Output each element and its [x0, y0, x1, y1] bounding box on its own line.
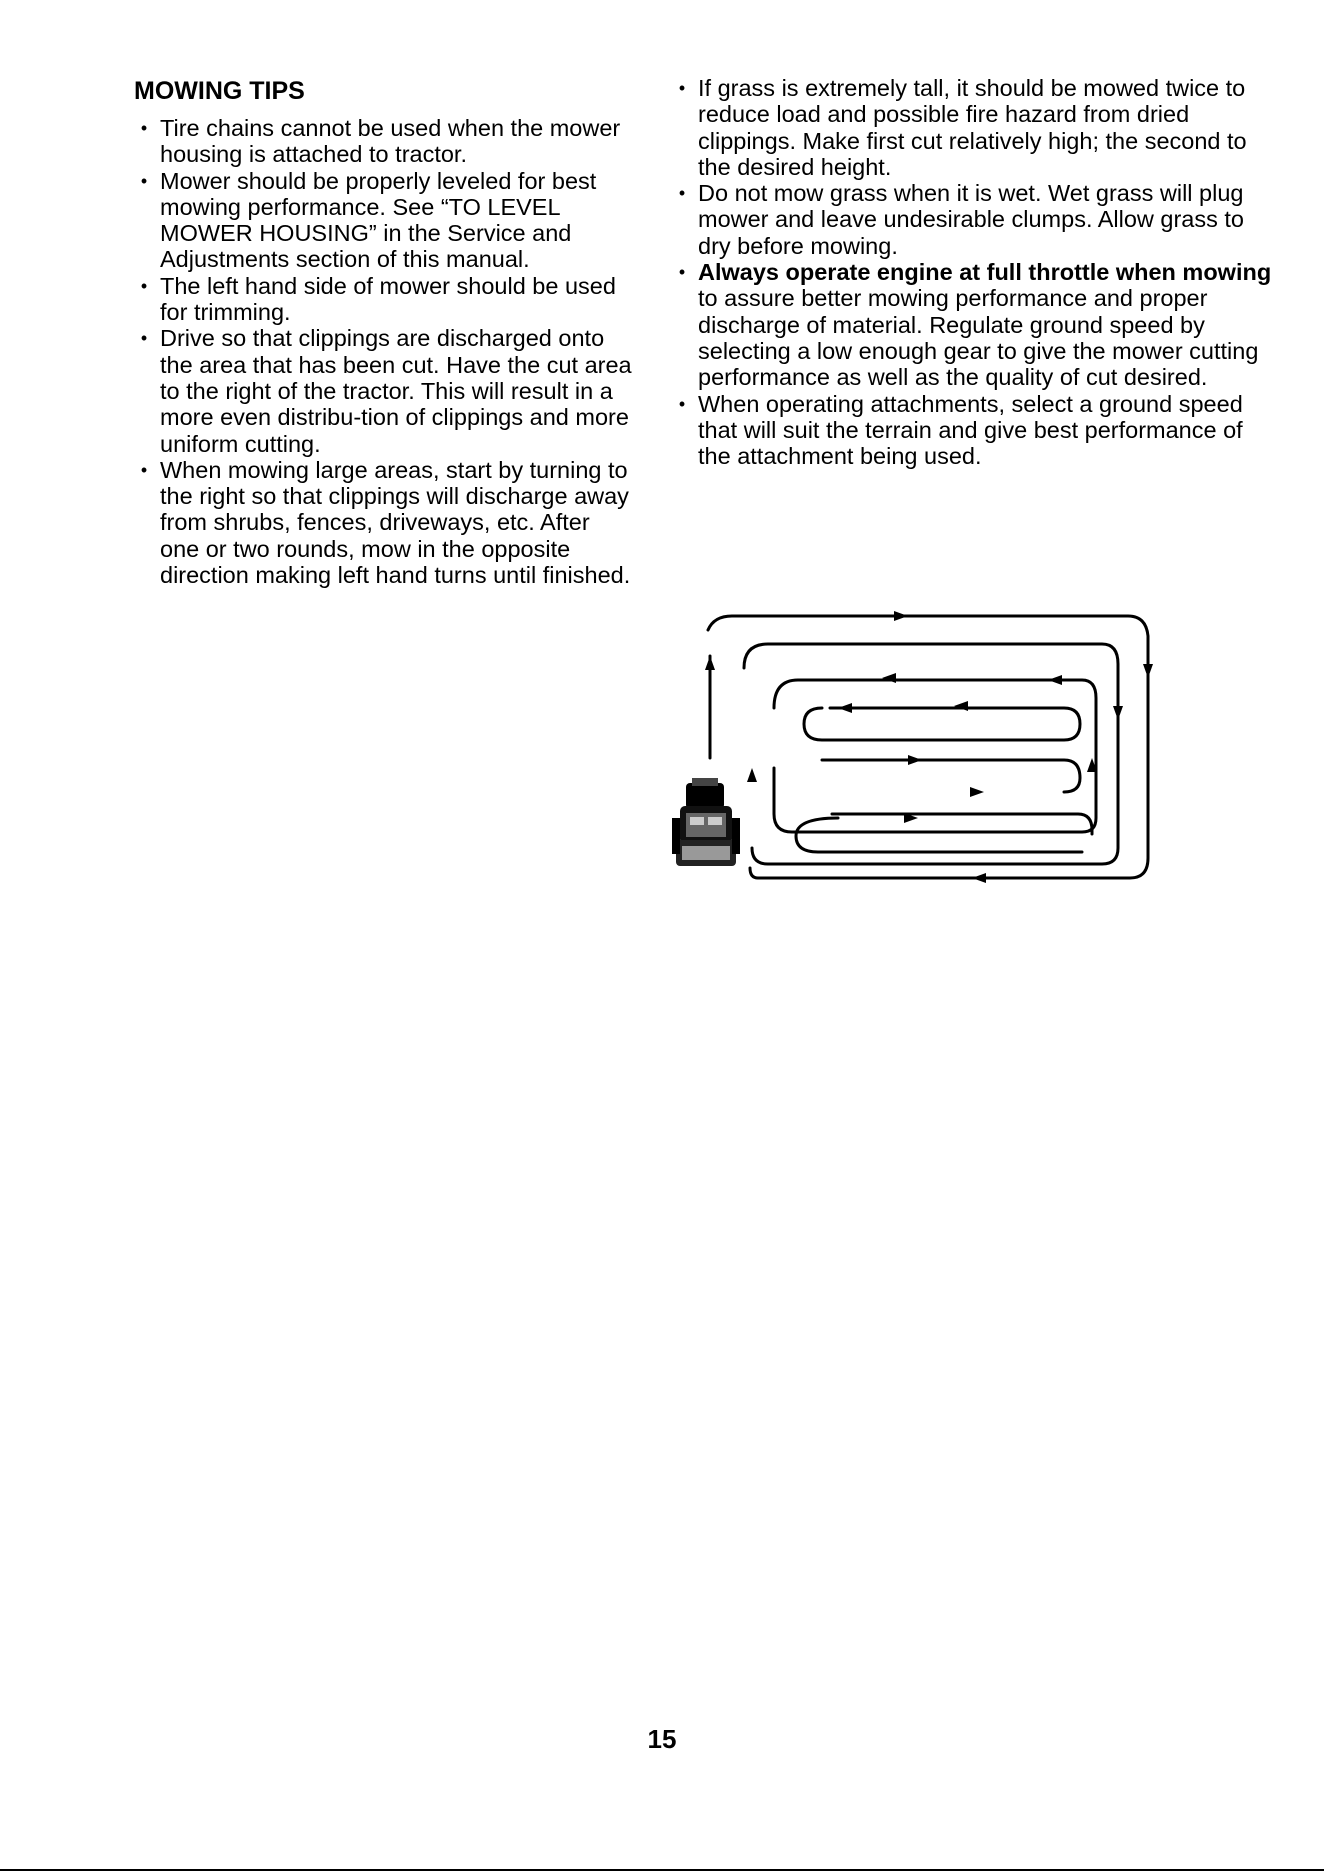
- list-item: [672, 180, 1272, 259]
- tip-text: to assure better mowing performance and proper discharge of material. Regulate ground speed by selecting a low enough gear to give the mower cutting performance as well as the quality of cut desired.: [698, 285, 1259, 391]
- mowing-pattern-diagram: [672, 608, 1172, 888]
- bullet-icon: •: [678, 183, 686, 204]
- bottom-rule: [0, 1869, 1324, 1871]
- bullet-icon: •: [678, 393, 686, 414]
- tip-text: The left hand side of mower should be used for trimming.: [160, 272, 616, 326]
- list-item: [672, 391, 1272, 470]
- tip-text: Tire chains cannot be used when the mower housing is attached to tractor.: [160, 115, 621, 168]
- arrow-right-icon: [894, 611, 908, 621]
- inner-loop-mid: [822, 760, 1080, 792]
- bullet-icon: •: [140, 459, 148, 480]
- arrow-right-icon: [908, 755, 922, 765]
- page-number: 15: [647, 1724, 677, 1754]
- arrow-left-icon: [1048, 675, 1062, 685]
- arrow-up-icon: [705, 656, 715, 670]
- section-heading: MOWING TIPS: [134, 77, 305, 105]
- tip-bold-lead: Always operate engine at full throttle when mowing: [698, 259, 1272, 286]
- arrow-down-icon: [1143, 664, 1153, 678]
- bullet-icon: •: [678, 78, 686, 98]
- list-item: [134, 325, 634, 456]
- arrow-down-icon: [1113, 706, 1123, 720]
- arrow-right-icon: [970, 787, 984, 797]
- tip-text: When mowing large areas, start by turning to the right so that clippings will discharge away from shrubs, fences, driveways, etc. After one or two rounds, mow in the opposite direction making left hand turns until finished.: [160, 456, 631, 589]
- right-tips-list: [672, 75, 1272, 469]
- tip-text: When operating attachments, select a ground speed that will suit the terrain and give best performance of the attachment being used.: [698, 390, 1243, 470]
- list-item: [134, 457, 634, 588]
- tip-text: Drive so that clippings are discharged onto the area that has been cut. Have the cut area to the right of the tractor. This will result in a more even distribu-tion of clippings and more uniform cutting.: [160, 325, 632, 457]
- left-tips-list: [134, 115, 634, 588]
- mowing-pattern-icon: [672, 608, 1172, 888]
- bullet-icon: •: [678, 262, 686, 283]
- list-item: [134, 168, 634, 273]
- arrow-up-icon: [747, 768, 757, 782]
- inner-loop-top: [804, 708, 1080, 740]
- tip-text: Mower should be properly leveled for best mowing performance. See “TO LEVEL MOWER HOUSING” in the Service and Adjustments section of this manual.: [160, 167, 597, 273]
- arrow-left-icon: [838, 703, 852, 713]
- list-item: [672, 259, 1272, 390]
- list-item: [134, 115, 634, 168]
- third-path: [774, 680, 1096, 832]
- tip-text: Do not mow grass when it is wet. Wet grass will plug mower and leave undesirable clumps. Allow grass to dry before mowing.: [698, 180, 1244, 259]
- direction-arrows: [705, 611, 1153, 883]
- tractor-icon: [672, 778, 740, 866]
- list-item: [134, 273, 634, 326]
- arrow-left-icon: [972, 873, 986, 883]
- tip-text: If grass is extremely tall, it should be mowed twice to reduce load and possible fire hazard from dried clippings. Make first cut relatively high; the second to the desired height.: [698, 75, 1247, 180]
- bullet-icon: •: [140, 118, 148, 138]
- list-item: [672, 75, 1272, 180]
- inner-loop-bottom: [796, 818, 1082, 852]
- bullet-icon: •: [140, 328, 148, 349]
- bullet-icon: •: [140, 170, 148, 191]
- outer-path: [708, 616, 1148, 878]
- bullet-icon: •: [140, 275, 148, 296]
